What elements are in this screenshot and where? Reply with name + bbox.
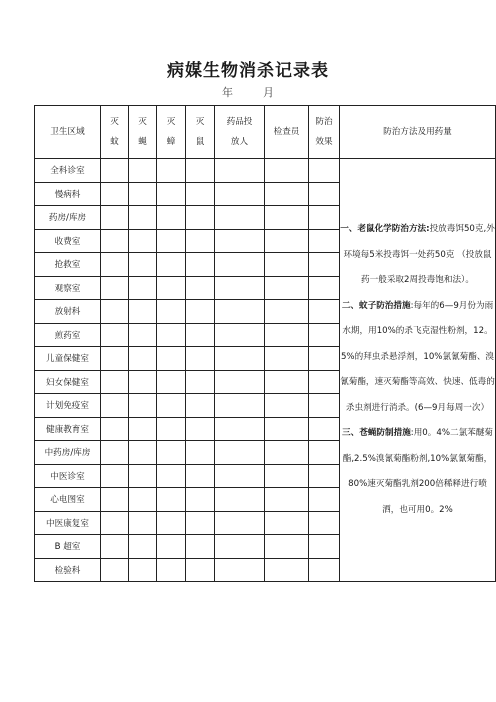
header-cockroach: 灭 蟑 (157, 106, 186, 159)
input-cell[interactable] (186, 347, 215, 371)
input-cell[interactable] (309, 276, 340, 300)
input-cell[interactable] (309, 558, 340, 582)
input-cell[interactable] (157, 464, 186, 488)
mosquito-title: 二、蚊子防治措施 (341, 300, 411, 311)
input-cell[interactable] (129, 347, 157, 371)
method-cell (340, 159, 496, 582)
input-cell[interactable] (186, 229, 215, 253)
input-cell[interactable] (309, 182, 340, 206)
input-cell[interactable] (157, 511, 186, 535)
input-cell[interactable] (186, 206, 215, 230)
area-cell: 全科诊室 (35, 159, 101, 183)
input-cell[interactable] (101, 488, 129, 512)
input-cell[interactable] (215, 370, 265, 394)
area-cell: 中药房/库房 (35, 441, 101, 465)
input-cell[interactable] (186, 370, 215, 394)
input-cell[interactable] (186, 464, 215, 488)
area-cell: 检验科 (35, 558, 101, 582)
input-cell[interactable] (157, 276, 186, 300)
date-line (0, 84, 496, 100)
input-cell[interactable] (186, 276, 215, 300)
input-cell[interactable] (215, 417, 265, 441)
input-cell[interactable] (157, 394, 186, 418)
input-cell[interactable] (265, 511, 309, 535)
input-cell[interactable] (129, 464, 157, 488)
input-cell[interactable] (186, 323, 215, 347)
input-cell[interactable] (101, 300, 129, 324)
input-cell[interactable] (215, 441, 265, 465)
mosquito-body: :每年的6—9月份为雨水期，用10%的杀飞克湿性粉剂，12。5%的拜虫杀悬浮剂，10%氯氰菊酯、溴氰菊酯，速灭菊酯等高效、快速、低毒的杀虫剂进行消杀。(6—9月每周一次） (340, 300, 495, 413)
input-cell[interactable] (129, 535, 157, 559)
rodent-title: 一、老鼠化学防治方法: (340, 224, 430, 234)
input-cell[interactable] (129, 441, 157, 465)
input-cell[interactable] (101, 323, 129, 347)
input-cell[interactable] (265, 394, 309, 418)
input-cell[interactable] (215, 323, 265, 347)
input-cell[interactable] (215, 300, 265, 324)
input-cell[interactable] (101, 370, 129, 394)
input-cell[interactable] (129, 206, 157, 230)
area-cell: 观察室 (35, 276, 101, 300)
header-dispenser: 药品投 放人 (215, 106, 265, 159)
area-cell: 抢救室 (35, 253, 101, 277)
input-cell[interactable] (309, 535, 340, 559)
input-cell[interactable] (129, 182, 157, 206)
input-cell[interactable] (309, 464, 340, 488)
header-fly: 灭 蝇 (129, 106, 157, 159)
cockroach-title: 三、苍蝇防制措施 (342, 428, 411, 438)
input-cell[interactable] (215, 182, 265, 206)
header-area: 卫生区域 (35, 106, 101, 159)
area-cell: 心电图室 (35, 488, 101, 512)
input-cell[interactable] (101, 206, 129, 230)
input-cell[interactable] (186, 441, 215, 465)
input-cell[interactable] (265, 370, 309, 394)
input-cell[interactable] (215, 558, 265, 582)
input-cell[interactable] (309, 323, 340, 347)
input-cell[interactable] (265, 464, 309, 488)
input-cell[interactable] (186, 159, 215, 183)
input-cell[interactable] (157, 488, 186, 512)
header-mosquito: 灭 蚊 (101, 106, 129, 159)
input-cell[interactable] (215, 535, 265, 559)
input-cell[interactable] (186, 535, 215, 559)
input-cell[interactable] (265, 276, 309, 300)
area-cell: B 超室 (35, 535, 101, 559)
input-cell[interactable] (157, 323, 186, 347)
input-cell[interactable] (215, 206, 265, 230)
input-cell[interactable] (157, 300, 186, 324)
input-cell[interactable] (186, 182, 215, 206)
input-cell[interactable] (309, 488, 340, 512)
header-method: 防治方法及用药量 (340, 106, 496, 159)
input-cell[interactable] (101, 464, 129, 488)
input-cell[interactable] (186, 558, 215, 582)
input-cell[interactable] (101, 535, 129, 559)
input-cell[interactable] (101, 558, 129, 582)
input-cell[interactable] (215, 159, 265, 183)
input-cell[interactable] (186, 417, 215, 441)
input-cell[interactable] (265, 441, 309, 465)
input-cell[interactable] (101, 253, 129, 277)
input-cell[interactable] (265, 206, 309, 230)
cockroach-body: :用0。4%二氯苯醚菊酯,2.5%溴氰菊酯粉剂,10%氯氰菊酯，80%速灭菊酯乳剂200倍稀释进行喷洒，也可用0。2% (342, 428, 493, 515)
area-cell: 收费室 (35, 229, 101, 253)
input-cell[interactable] (265, 558, 309, 582)
header-row (35, 106, 496, 159)
input-cell[interactable] (265, 159, 309, 183)
month-label: 月 (263, 86, 274, 99)
input-cell[interactable] (157, 159, 186, 183)
input-cell[interactable] (309, 441, 340, 465)
table-row (35, 159, 496, 183)
input-cell[interactable] (157, 206, 186, 230)
input-cell[interactable] (215, 488, 265, 512)
header-rodent: 灭 鼠 (186, 106, 215, 159)
area-cell: 中医诊室 (35, 464, 101, 488)
rodent-body: 投放毒饵50克,外环境每5米投毒饵一处药50克 （投放鼠药一般采取2周投毒饱和法）。 (343, 224, 495, 285)
input-cell[interactable] (186, 511, 215, 535)
input-cell[interactable] (265, 253, 309, 277)
input-cell[interactable] (265, 488, 309, 512)
area-cell: 放射科 (35, 300, 101, 324)
header-inspector: 检查员 (265, 106, 309, 159)
input-cell[interactable] (101, 182, 129, 206)
input-cell[interactable] (157, 253, 186, 277)
input-cell[interactable] (101, 394, 129, 418)
input-cell[interactable] (215, 511, 265, 535)
input-cell[interactable] (215, 229, 265, 253)
input-cell[interactable] (157, 347, 186, 371)
area-cell: 健康教育室 (35, 417, 101, 441)
record-table (34, 105, 496, 582)
input-cell[interactable] (157, 441, 186, 465)
input-cell[interactable] (129, 323, 157, 347)
input-cell[interactable] (215, 347, 265, 371)
input-cell[interactable] (101, 417, 129, 441)
input-cell[interactable] (265, 300, 309, 324)
input-cell[interactable] (265, 417, 309, 441)
page-title: 病媒生物消杀记录表 (167, 61, 329, 81)
area-cell: 计划免疫室 (35, 394, 101, 418)
area-cell: 中医康复室 (35, 511, 101, 535)
input-cell[interactable] (309, 229, 340, 253)
input-cell[interactable] (101, 276, 129, 300)
input-cell[interactable] (129, 417, 157, 441)
input-cell[interactable] (265, 323, 309, 347)
input-cell[interactable] (265, 229, 309, 253)
input-cell[interactable] (101, 347, 129, 371)
input-cell[interactable] (157, 535, 186, 559)
input-cell[interactable] (129, 300, 157, 324)
input-cell[interactable] (309, 253, 340, 277)
input-cell[interactable] (129, 511, 157, 535)
area-cell: 慢病科 (35, 182, 101, 206)
input-cell[interactable] (265, 535, 309, 559)
input-cell[interactable] (215, 394, 265, 418)
input-cell[interactable] (186, 253, 215, 277)
input-cell[interactable] (309, 300, 340, 324)
input-cell[interactable] (309, 417, 340, 441)
input-cell[interactable] (309, 206, 340, 230)
input-cell[interactable] (309, 159, 340, 183)
input-cell[interactable] (309, 394, 340, 418)
input-cell[interactable] (101, 511, 129, 535)
input-cell[interactable] (157, 558, 186, 582)
input-cell[interactable] (215, 276, 265, 300)
area-cell: 妇女保健室 (35, 370, 101, 394)
input-cell[interactable] (265, 347, 309, 371)
input-cell[interactable] (309, 347, 340, 371)
input-cell[interactable] (101, 159, 129, 183)
input-cell[interactable] (157, 370, 186, 394)
input-cell[interactable] (129, 394, 157, 418)
input-cell[interactable] (129, 253, 157, 277)
area-cell: 煎药室 (35, 323, 101, 347)
input-cell[interactable] (309, 511, 340, 535)
area-cell: 儿童保健室 (35, 347, 101, 371)
input-cell[interactable] (186, 300, 215, 324)
input-cell[interactable] (129, 488, 157, 512)
input-cell[interactable] (101, 229, 129, 253)
input-cell[interactable] (309, 370, 340, 394)
input-cell[interactable] (129, 159, 157, 183)
input-cell[interactable] (186, 394, 215, 418)
input-cell[interactable] (186, 488, 215, 512)
header-effect: 防治 效果 (309, 106, 340, 159)
input-cell[interactable] (265, 182, 309, 206)
year-label: 年 (222, 86, 233, 99)
input-cell[interactable] (101, 441, 129, 465)
input-cell[interactable] (129, 229, 157, 253)
input-cell[interactable] (215, 464, 265, 488)
input-cell[interactable] (129, 276, 157, 300)
input-cell[interactable] (157, 229, 186, 253)
input-cell[interactable] (157, 182, 186, 206)
input-cell[interactable] (129, 558, 157, 582)
input-cell[interactable] (129, 370, 157, 394)
area-cell: 药房/库房 (35, 206, 101, 230)
input-cell[interactable] (215, 253, 265, 277)
input-cell[interactable] (157, 417, 186, 441)
